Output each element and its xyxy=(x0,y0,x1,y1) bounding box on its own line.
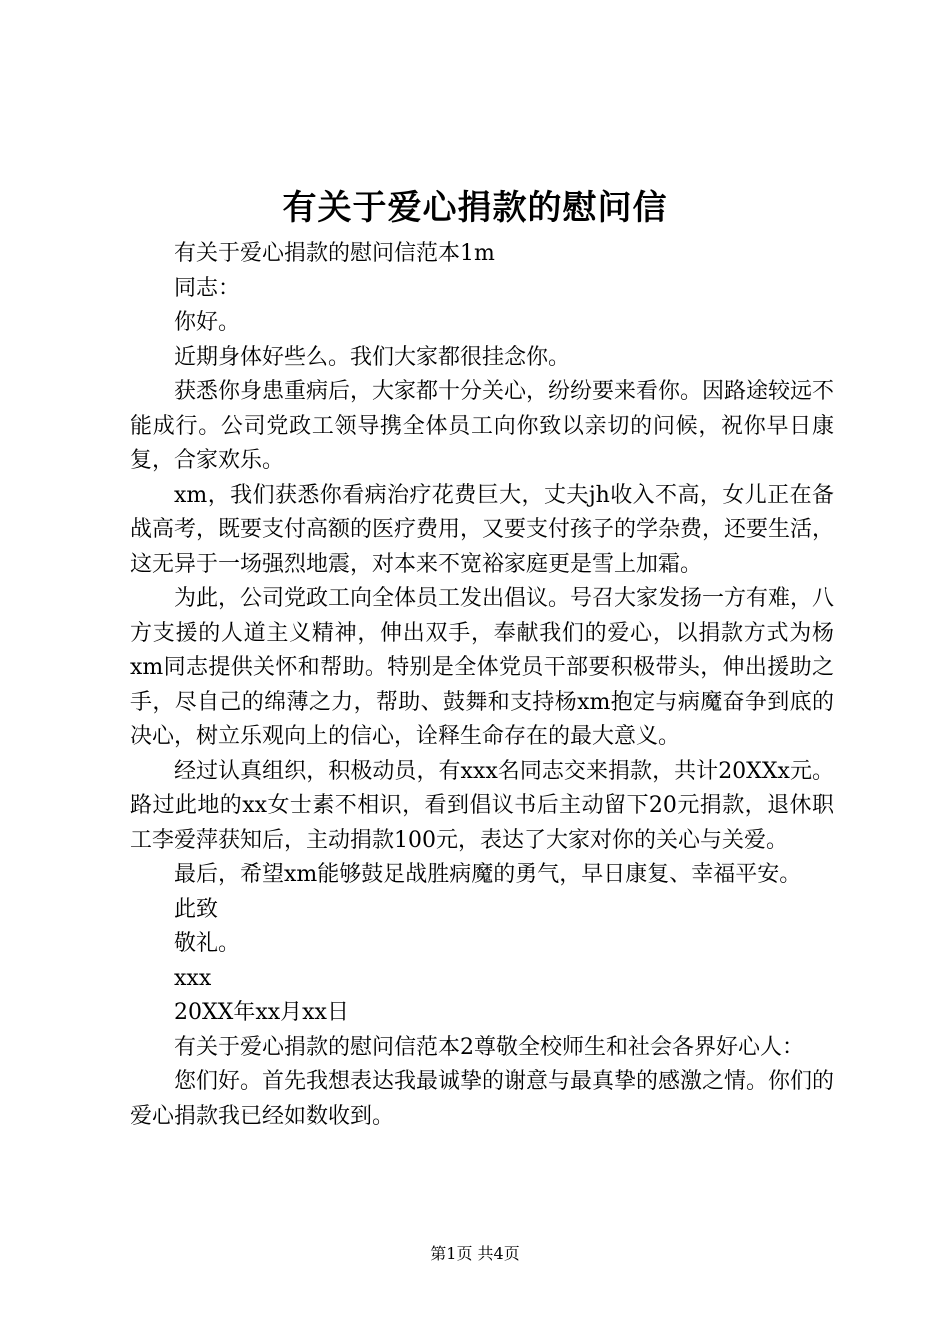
paragraph: 为此，公司党政工向全体员工发出倡议。号召大家发扬一方有难，八方支援的人道主义精神，伸出双手，奉献我们的爱心，以捐款方式为杨xm同志提供关怀和帮助。特别是全体党员干部要积极带头，伸出援助之手，尽自己的绵薄之力，帮助、鼓舞和支持杨xm抱定与病魔奋争到底的决心，树立乐观向上的信心，诠释生命存在的最大意义。 xyxy=(130,586,835,749)
paragraph: 有关于爱心捐款的慰问信范本1m xyxy=(174,241,495,266)
paragraph: 同志： xyxy=(174,275,241,301)
paragraph: 获悉你身患重病后，大家都十分关心，纷纷要来看你。因路途较远不能成行。公司党政工领导携全体员工向你致以亲切的问候，祝你早日康复，合家欢乐。 xyxy=(130,379,835,473)
paragraph: 最后，希望xm能够鼓足战胜病魔的勇气，早日康复、幸福平安。 xyxy=(174,862,802,887)
paragraph: xm，我们获悉你看病治疗花费巨大，丈夫jh收入不高，女儿正在备战高考，既要支付高额的医疗费用，又要支付孩子的学杂费，还要生活，这无异于一场强烈地震，对本来不宽裕家庭更是雪上加霜。 xyxy=(130,482,835,577)
date-line: 20XX年xx月xx日 xyxy=(174,1000,349,1025)
document-title: 有关于爱心捐款的慰问信 xyxy=(282,188,668,228)
document-body xyxy=(130,237,834,1134)
signature: xxx xyxy=(174,965,212,991)
closing-regards: 敬礼。 xyxy=(174,931,241,956)
paragraph: 有关于爱心捐款的慰问信范本2尊敬全校师生和社会各界好心人： xyxy=(174,1034,804,1060)
closing-salutation: 此致 xyxy=(174,896,219,922)
paragraph: 你好。 xyxy=(174,310,241,335)
paragraph: 近期身体好些么。我们大家都很挂念你。 xyxy=(174,344,571,370)
paragraph: 经过认真组织，积极动员，有xxx名同志交来捐款，共计20XXx元。路过此地的xx女士素不相识，看到倡议书后主动留下20元捐款，退休职工李爱萍获知后，主动捐款100元，表达了大家对你的关心与关爱。 xyxy=(130,758,834,853)
page-number: 第1页 共4页 xyxy=(430,1244,520,1263)
paragraph: 您们好。首先我想表达我最诚挚的谢意与最真挚的感激之情。你们的爱心捐款我已经如数收到。 xyxy=(130,1069,835,1129)
